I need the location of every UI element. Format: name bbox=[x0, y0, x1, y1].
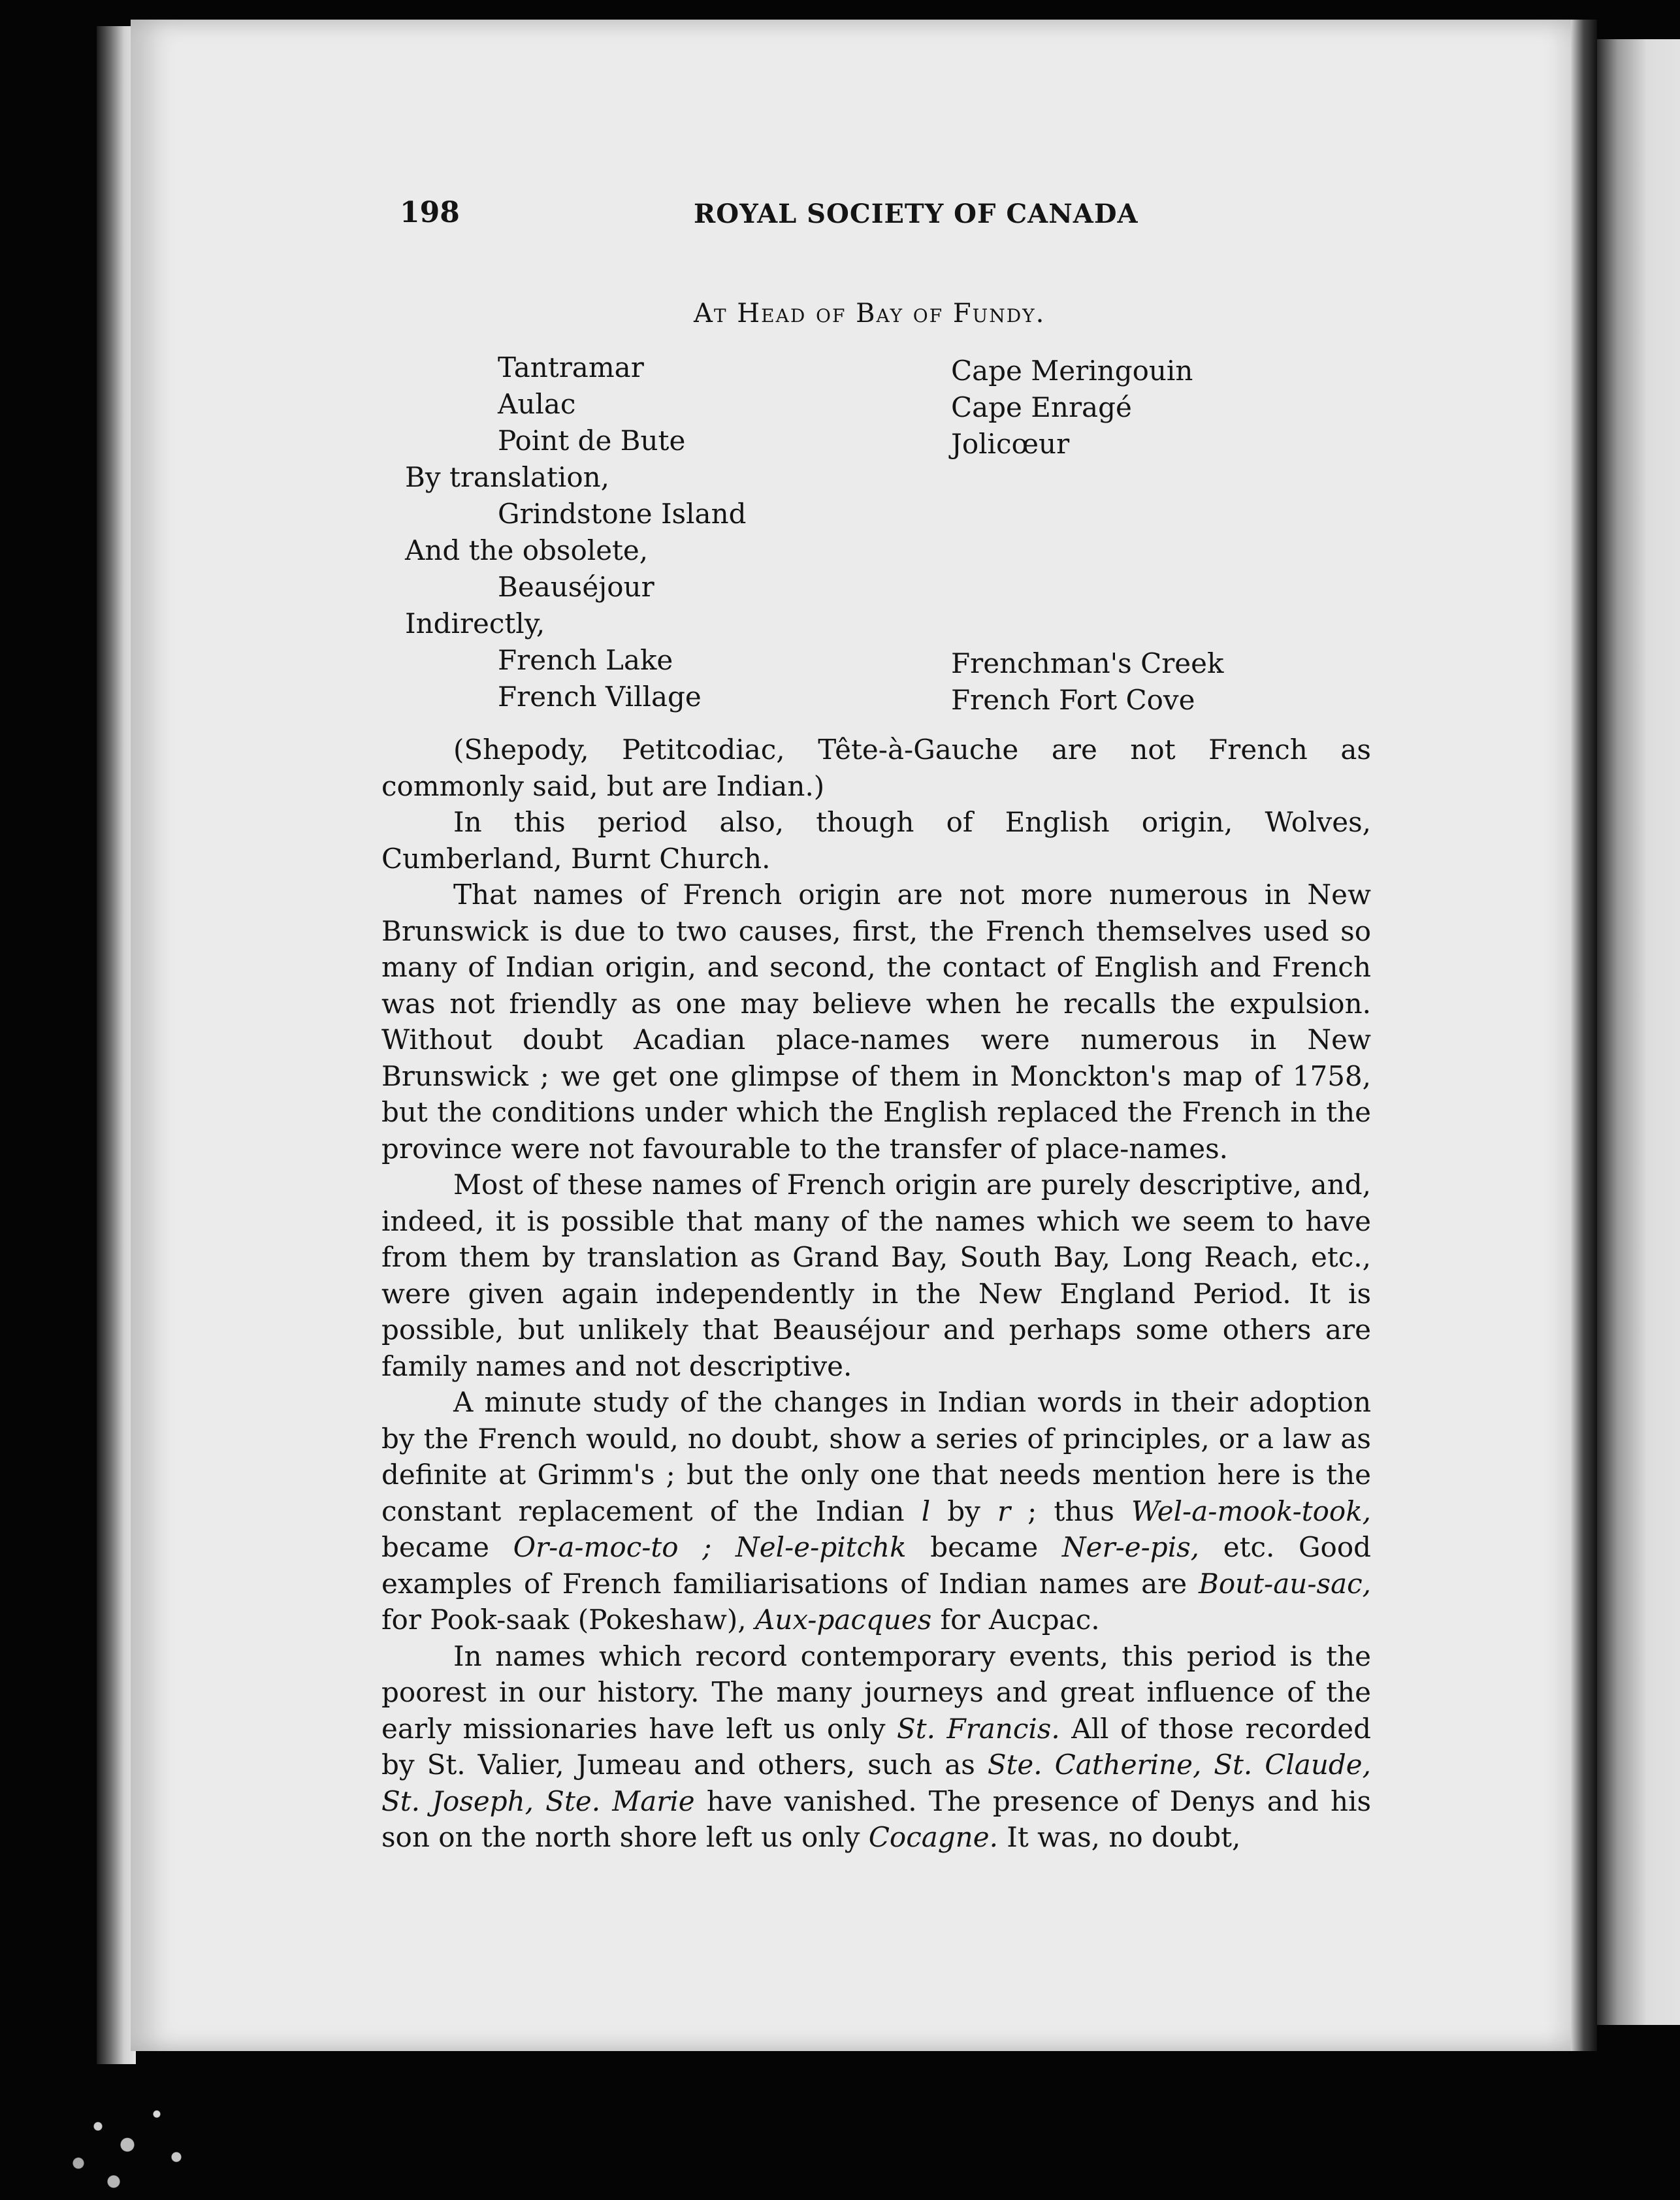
paragraph: Most of these names of French origin are purely descriptive, and, indeed, it is possible that many of the names which we seem to have from them by translation as Grand Bay, South Bay, Long Reach, etc., were given again independently in the New England Period. It is possible, but unlikely that Beauséjour and perhaps some others are family names and not descriptive. bbox=[381, 1169, 1371, 1382]
indian-name: Wel-a-mook-took, bbox=[1131, 1495, 1372, 1527]
section-title: At Head of Bay of Fundy. bbox=[694, 299, 1046, 329]
body-text bbox=[381, 732, 1371, 1856]
list-note: Indirectly, bbox=[405, 607, 545, 639]
place-name: French Fort Cove bbox=[951, 684, 1195, 716]
running-title: ROYAL SOCIETY OF CANADA bbox=[694, 199, 1139, 229]
indian-name: Ner-e-pis, bbox=[1061, 1531, 1200, 1563]
place-list-left bbox=[400, 349, 747, 715]
french-name: Aux-pacques bbox=[754, 1604, 932, 1636]
place-name-italic: Cocagne. bbox=[868, 1821, 998, 1853]
list-note: By translation, bbox=[405, 461, 610, 493]
french-name: Bout-au-sac, bbox=[1198, 1567, 1371, 1600]
place-name: Grindstone Island bbox=[498, 498, 747, 530]
place-name: Beauséjour bbox=[498, 571, 654, 603]
place-name-italic: St. Francis. bbox=[896, 1712, 1060, 1745]
place-name: Jolicœur bbox=[951, 428, 1070, 460]
paragraph: A minute study of the changes in Indian words in their adoption by the French would, no doubt, show a series of principles, or a law as definite at Grimm's ; but the only one that needs mention here is the constant replacement of the Indian l by r ; thus Wel-a-mook-took, became Or-a-moc-to ; Nel-e-pitchk became Ner-e-pis, etc. Good examples of French familiarisations of Indian names are Bout-au-sac, for Pook-saak (Pokeshaw), Aux-pacques for Aucpac. bbox=[381, 1386, 1372, 1636]
indian-name: Or-a-moc-to ; Nel-e-pitchk bbox=[513, 1531, 907, 1563]
paragraph: That names of French origin are not more numerous in New Brunswick is due to two causes, first, the French themselves used so many of Indian origin, and second, the contact of English and French was not friendly as one may believe when he recalls the expulsion. Without doubt Acadian place-names were numerous in New Brunswick ; we get one glimpse of them in Monckton's map of 1758, but the conditions under which the English replaced the French in the province were not favourable to the transfer of place-names. bbox=[381, 879, 1371, 1165]
place-list-right bbox=[951, 353, 1223, 719]
place-name: Cape Enragé bbox=[951, 391, 1132, 423]
place-name: Cape Meringouin bbox=[951, 355, 1193, 387]
paragraph: In names which record contemporary events, this period is the poorest in our history. The many journeys and great influence of the early missionaries have left us only St. Francis. All of those recorded by St. Valier, Jumeau and others, such as Ste. Catherine, St. Claude, St. Joseph, Ste. Marie have vanished. The presence of Denys and his son on the north shore left us only Cocagne. It was, no doubt, bbox=[381, 1640, 1371, 1853]
place-name: Tantramar bbox=[498, 351, 644, 383]
place-name: Aulac bbox=[498, 388, 576, 420]
place-name: Point de Bute bbox=[498, 425, 686, 457]
paragraph: (Shepody, Petitcodiac, Tête-à-Gauche are not French as commonly said, but are Indian.) bbox=[381, 734, 1371, 802]
page-number: 198 bbox=[400, 196, 460, 229]
place-name: Frenchman's Creek bbox=[951, 647, 1224, 679]
paragraph: In this period also, though of English origin, Wolves, Cumberland, Burnt Church. bbox=[381, 806, 1371, 875]
place-name-italic: Ste. Catherine, St. Claude, St. Joseph, Ste. Marie bbox=[381, 1749, 1371, 1817]
place-name: French Village bbox=[498, 681, 702, 713]
place-name: French Lake bbox=[498, 644, 673, 676]
list-note: And the obsolete, bbox=[405, 534, 649, 566]
